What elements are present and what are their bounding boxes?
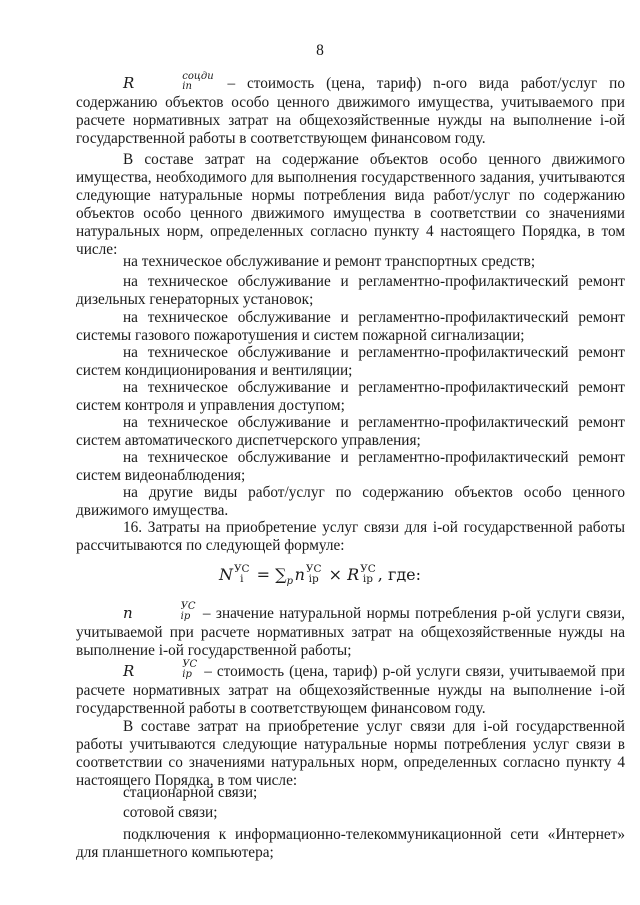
formula-tail: , где: xyxy=(377,565,422,584)
comm-list-item: сотовой связи; xyxy=(123,804,218,821)
list-item: на техническое обслуживание и регламентно-профилактический ремонт систем видеонаблюдения; xyxy=(76,449,625,484)
formula-communication-costs xyxy=(0,562,640,588)
symbol-base: R xyxy=(123,662,135,680)
symbol-subscript: ip xyxy=(180,611,191,622)
list-item: на техническое обслуживание и регламентно-профилактический ремонт системы газового пожаротушения и систем пожарной сигнализации; xyxy=(76,309,625,344)
list-item: на техническое обслуживание и регламентно-профилактический ремонт систем контроля и управления доступом; xyxy=(76,379,625,414)
symbol-base: R xyxy=(123,74,135,92)
formula-equals: = xyxy=(251,565,276,584)
formula-n-sub: ip xyxy=(308,572,319,585)
formula-lhs-sup: УС xyxy=(233,562,250,575)
paragraph-composition: В составе затрат на содержание объектов особо ценного движимого имущества, необходимого для выполнения государственного задания, учитываются следующие натуральные нормы потребления вида работ/услуг по содержанию объектов особо ценного движимого имущества в соответствии со значениями натуральных норм, определенных согласно пункту 4 настоящего Порядка, в том числе: xyxy=(76,151,625,258)
definition-text: – стоимость (цена, тариф) n-ого вида работ/услуг по содержанию объектов особо ценного движимого имущества, учитываемого при расчете нормативных затрат на общехозяйственные нужды на выполнение i-ой государственной работы в соответствующем финансовом году. xyxy=(76,75,625,147)
formula-sum-index: p xyxy=(286,576,293,588)
list-item: на техническое обслуживание и регламентно-профилактический ремонт систем автоматического диспетчерского управления; xyxy=(76,414,625,449)
symbol-subscript: ip xyxy=(182,669,192,680)
formula-n-sup: УС xyxy=(305,562,322,575)
list-item: на техническое обслуживание и регламентно-профилактический ремонт дизельных генераторных установок; xyxy=(76,273,625,308)
definition-text: – значение натуральной нормы потребления p-ой услуги связи, учитываемой при расчете нормативных затрат на общехозяйственные нужды на выполнение i-ой государственной работы; xyxy=(76,605,625,659)
formula-r-sup: УС xyxy=(360,562,376,575)
list-item: на техническое обслуживание и регламентно-профилактический ремонт систем кондиционирования и вентиляции; xyxy=(76,344,625,379)
symbol-superscript: УС xyxy=(182,659,198,670)
formula-lhs-base: N xyxy=(218,565,233,584)
symbol-base: n xyxy=(123,604,133,622)
definition-text: – стоимость (цена, тариф) p-ой услуги связи, учитываемой при расчете нормативных затрат на общехозяйственные нужды на выполнение i-ой государственной работы в соответствующем финансовом году. xyxy=(76,663,625,717)
formula-n-base: n xyxy=(294,565,305,584)
definition-r-ip xyxy=(76,659,625,718)
definition-r-in xyxy=(76,71,625,148)
symbol-n-ip xyxy=(123,601,198,622)
symbol-subscript: in xyxy=(182,81,192,92)
definition-n-ip xyxy=(76,601,625,660)
list-item: на другие виды работ/услуг по содержанию объектов особо ценного движимого имущества. xyxy=(76,484,625,519)
formula-lhs-sub: i xyxy=(240,572,244,585)
list-item: на техническое обслуживание и ремонт транспортных средств; xyxy=(123,253,536,270)
paragraph-16: 16. Затраты на приобретение услуг связи для i-ой государственной работы рассчитываются по следующей формуле: xyxy=(76,519,625,554)
symbol-superscript: УС xyxy=(180,601,196,612)
page-number: 8 xyxy=(316,42,324,59)
paragraph-communication: В составе затрат на приобретение услуг связи для i-ой государственной работы учитываются следующие натуральные нормы потребления услуг связи в соответствии со значениями натуральных норм, определенных согласно пункту 4 настоящего Порядка, в том числе: xyxy=(76,718,625,789)
symbol-superscript: соцди xyxy=(182,71,214,82)
comm-list-item: стационарной связи; xyxy=(123,784,258,801)
comm-list-item: подключения к информационно-телекоммуникационной сети «Интернет» для планшетного компьютера; xyxy=(76,826,625,861)
symbol-r-ip xyxy=(123,659,199,680)
formula-sum-sign: ∑ xyxy=(275,565,287,584)
formula-r-base: R xyxy=(347,565,360,584)
formula-r-sub: ip xyxy=(362,572,373,585)
symbol-r-in xyxy=(123,71,216,92)
formula-times: × xyxy=(323,565,348,584)
